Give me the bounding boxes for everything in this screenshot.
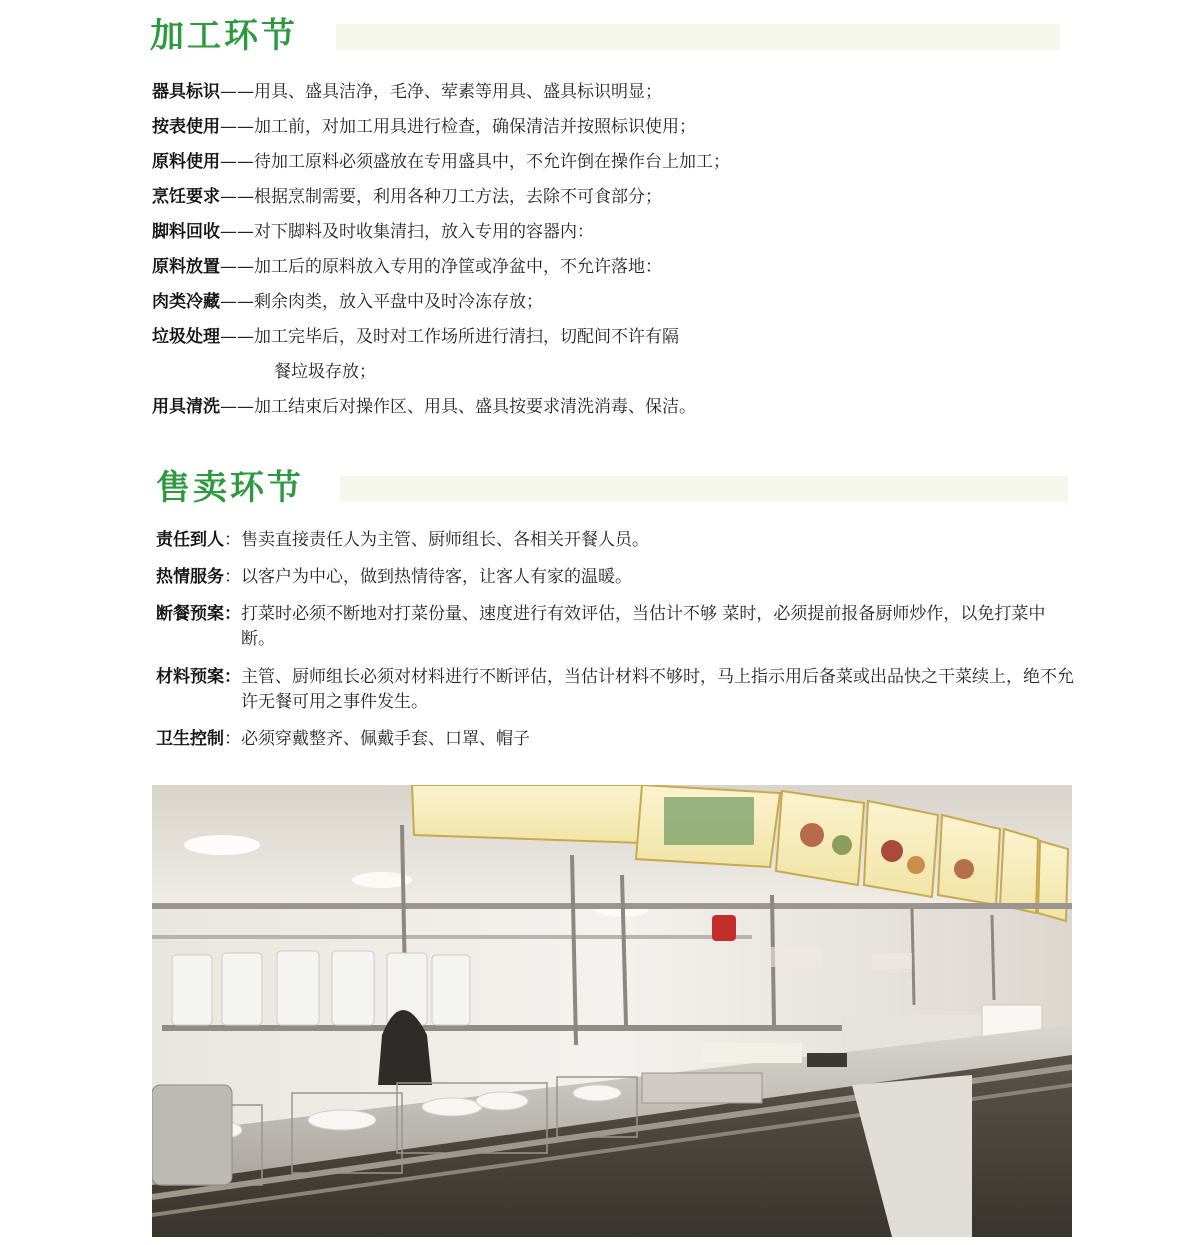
list-item: 肉类冷藏——剩余肉类，放入平盘中及时冷冻存放； xyxy=(152,292,543,312)
selling-title-bar xyxy=(340,476,1068,502)
list-item: 原料使用——待加工原料必须盛放在专用盛具中，不允许倒在操作台上加工； xyxy=(152,152,730,172)
selling-list xyxy=(156,528,1076,752)
list-item: 责任到人 ： 售卖直接责任人为主管、厨师组长、各相关开餐人员。 xyxy=(156,530,649,550)
selling-section-title: 售卖环节 xyxy=(156,468,304,508)
processing-list xyxy=(152,75,730,425)
list-item: 断餐预案 ： 打菜时必须不断地对打菜份量、速度进行有效评估，当估计不够 菜时，必须提前报备厨师炒作，以免打菜中断。 xyxy=(156,604,1046,649)
list-item: 用具清洗——加工结束后对操作区、用具、盛具按要求清洗消毒、保洁。 xyxy=(152,397,696,417)
list-item: 卫生控制 ： 必须穿戴整齐、佩戴手套、口罩、帽子 xyxy=(156,729,530,749)
list-item: 器具标识——用具、盛具洁净，毛净、荤素等用具、盛具标识明显； xyxy=(152,82,662,102)
list-item: 按表使用——加工前，对加工用具进行检查，确保清洁并按照标识使用； xyxy=(152,117,696,137)
list-item: 材料预案 ： 主管、厨师组长必须对材料进行不断评估，当估计材料不够时，马上指示用后备菜或出品快之干菜续上，绝不允许无餐可用之事件发生。 xyxy=(156,667,1074,712)
list-item: 原料放置——加工后的原料放入专用的净筐或净盆中，不允许落地： xyxy=(152,257,662,277)
processing-section-title: 加工环节 xyxy=(150,16,298,56)
list-item: 烹饪要求——根据烹制需要，利用各种刀工方法，去除不可食部分； xyxy=(152,187,662,207)
list-item: 垃圾处理——加工完毕后，及时对工作场所进行清扫，切配间不许有隔 xyxy=(152,327,679,347)
list-item: 热情服务 ： 以客户为中心，做到热情待客，让客人有家的温暖。 xyxy=(156,567,632,587)
list-item-continuation: 餐垃圾存放； xyxy=(274,362,376,382)
canteen-counter-photo xyxy=(152,785,1072,1237)
processing-title-bar xyxy=(336,24,1060,50)
list-item: 脚料回收——对下脚料及时收集清扫，放入专用的容器内： xyxy=(152,222,594,242)
